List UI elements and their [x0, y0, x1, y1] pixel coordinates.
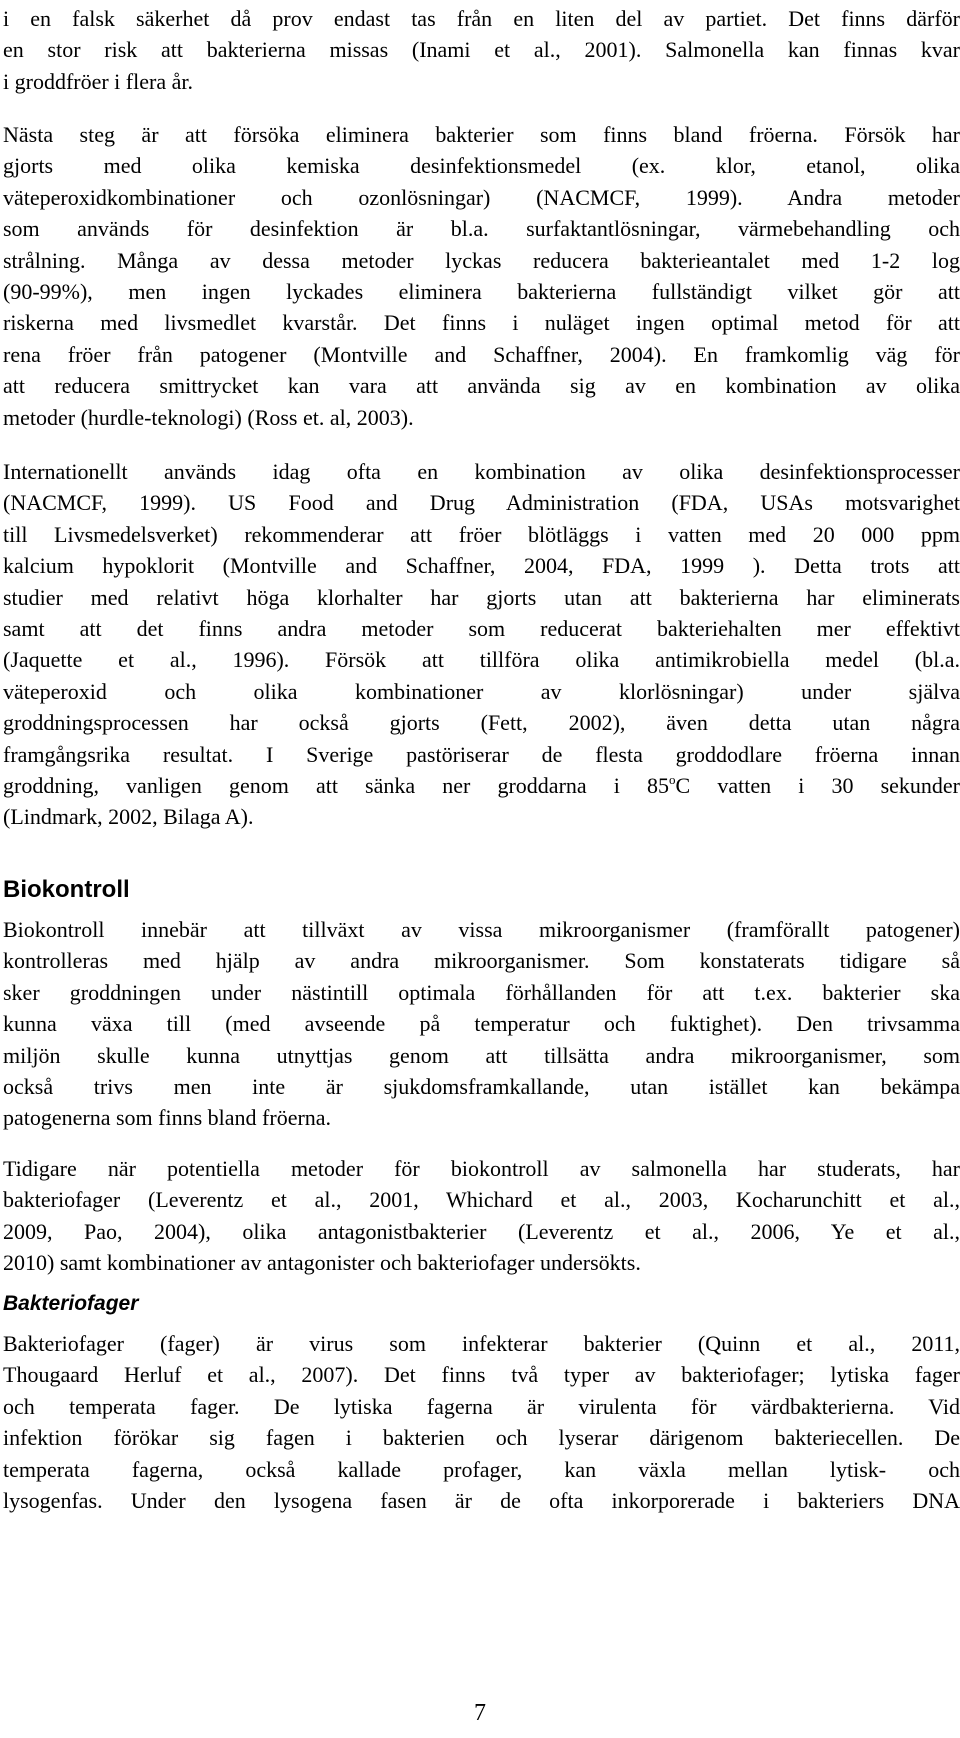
text-line: kunna växa till (med avseende på temperatur och fuktighet). Den trivsamma [3, 1011, 960, 1037]
page-number: 7 [474, 1700, 486, 1726]
paragraph-5 [3, 1153, 960, 1279]
text-line: Bakteriofager (fager) är virus som infekterar bakterier (Quinn et al., 2011, [3, 1331, 960, 1356]
text-line: och temperata fager. De lytiska fagerna är virulenta för värdbakterierna. Vid [3, 1393, 960, 1419]
text-line: metoder (hurdle-teknologi) (Ross et. al, 2003). [3, 404, 414, 430]
text-line: (Lindmark, 2002, Bilaga A). [3, 804, 254, 830]
text-line: rena fröer från patogener (Montville and Schaffner, 2004). En framkomlig väg för [3, 341, 960, 367]
text-line: samt att det finns andra metoder som reducerat bakteriehalten mer effektivt [3, 615, 960, 641]
text-line: väteperoxid och olika kombinationer av klorlösningar) under själva [3, 678, 960, 704]
text-line: studier med relativt höga klorhalter har gjorts utan att bakterierna har eliminerats [3, 584, 960, 610]
text-line: också trivs men inte är sjukdomsframkallande, utan istället kan bekämpa [3, 1073, 960, 1099]
text-line: framgångsrika resultat. I Sverige pastöriserar de flesta groddodlare fröerna innan [3, 741, 960, 767]
paragraph-4 [3, 914, 960, 1134]
text-line: Biokontroll innebär att tillväxt av vissa mikroorganismer (framförallt patogener) [3, 917, 960, 942]
paragraph-3 [3, 456, 960, 833]
text-line: gjorts med olika kemiska desinfektionsmedel (ex. klor, etanol, olika [3, 153, 960, 179]
text-fragment: C vatten i 30 sekunder [675, 772, 960, 798]
paragraph-6 [3, 1328, 960, 1516]
text-line: temperata fagerna, också kallade profager, kan växla mellan lytisk- och [3, 1456, 960, 1482]
text-line: kontrolleras med hjälp av andra mikroorganismer. Som konstaterats tidigare så [3, 948, 960, 974]
paragraph-1 [3, 3, 960, 97]
text-line: väteperoxidkombinationer och ozonlösningar) (NACMCF, 1999). Andra metoder [3, 184, 960, 210]
text-line: kalcium hypoklorit (Montville and Schaffner, 2004, FDA, 1999 ). Detta trots att [3, 553, 960, 579]
text-line: riskerna med livsmedlet kvarstår. Det finns i nuläget ingen optimal metod för att [3, 310, 960, 336]
text-line: i groddfröer i flera år. [3, 68, 193, 94]
paragraph-2 [3, 119, 960, 433]
text-line: Nästa steg är att försöka eliminera bakterier som finns bland fröerna. Försök har [3, 122, 960, 147]
text-line: Internationellt används idag ofta en kombination av olika desinfektionsprocesser [3, 459, 960, 484]
text-line: 2009, Pao, 2004), olika antagonistbakterier (Leverentz et al., 2006, Ye et al., [3, 1218, 960, 1244]
text-line: Tidigare när potentiella metoder för biokontroll av salmonella har studerats, har [3, 1156, 960, 1181]
text-line: lysogenfas. Under den lysogena fasen är de ofta inkorporerade i bakteriers DNA [3, 1487, 960, 1513]
text-line-with-degree [3, 770, 960, 801]
text-line: miljön skulle kunna utnyttjas genom att tillsätta andra mikroorganismer, som [3, 1042, 960, 1068]
text-line: (90-99%), men ingen lyckades eliminera bakterierna fullständigt vilket gör att [3, 278, 960, 304]
text-line: patogenerna som finns bland fröerna. [3, 1105, 332, 1131]
subsection-heading-bakteriofager: Bakteriofager [3, 1292, 139, 1315]
section-heading-biokontroll: Biokontroll [3, 876, 130, 903]
text-line: (NACMCF, 1999). US Food and Drug Administration (FDA, USAs motsvarighet [3, 490, 960, 516]
text-line: infektion förökar sig fagen i bakterien och lyserar därigenom bakteriecellen. De [3, 1425, 960, 1451]
text-line: sker groddningen under nästintill optimala förhållanden för att t.ex. bakterier ska [3, 979, 960, 1005]
text-line: i en falsk säkerhet då prov endast tas från en liten del av partiet. Det finns därför [3, 6, 960, 31]
text-line: att reducera smittrycket kan vara att använda sig av en kombination av olika [3, 373, 960, 399]
degree-superscript: o [669, 771, 676, 787]
text-line: 2010) samt kombinationer av antagonister och bakteriofager undersökts. [3, 1250, 641, 1276]
text-line: groddningsprocessen har också gjorts (Fett, 2002), även detta utan några [3, 710, 960, 736]
text-line: (Jaquette et al., 1996). Försök att tillföra olika antimikrobiella medel (bl.a. [3, 647, 960, 673]
text-line: strålning. Många av dessa metoder lyckas reducera bakterieantalet med 1-2 log [3, 247, 960, 273]
text-line: till Livsmedelsverket) rekommenderar att fröer blötläggs i vatten med 20 000 ppm [3, 521, 960, 547]
text-line: bakteriofager (Leverentz et al., 2001, Whichard et al., 2003, Kocharunchitt et al., [3, 1187, 960, 1213]
text-line: Thougaard Herluf et al., 2007). Det finns två typer av bakteriofager; lytiska fager [3, 1362, 960, 1388]
text-fragment: groddning, vanligen genom att sänka ner groddarna i 85 [3, 772, 670, 798]
text-line: en stor risk att bakterierna missas (Inami et al., 2001). Salmonella kan finnas kvar [3, 37, 960, 63]
text-line: som används för desinfektion är bl.a. surfaktantlösningar, värmebehandling och [3, 216, 960, 242]
